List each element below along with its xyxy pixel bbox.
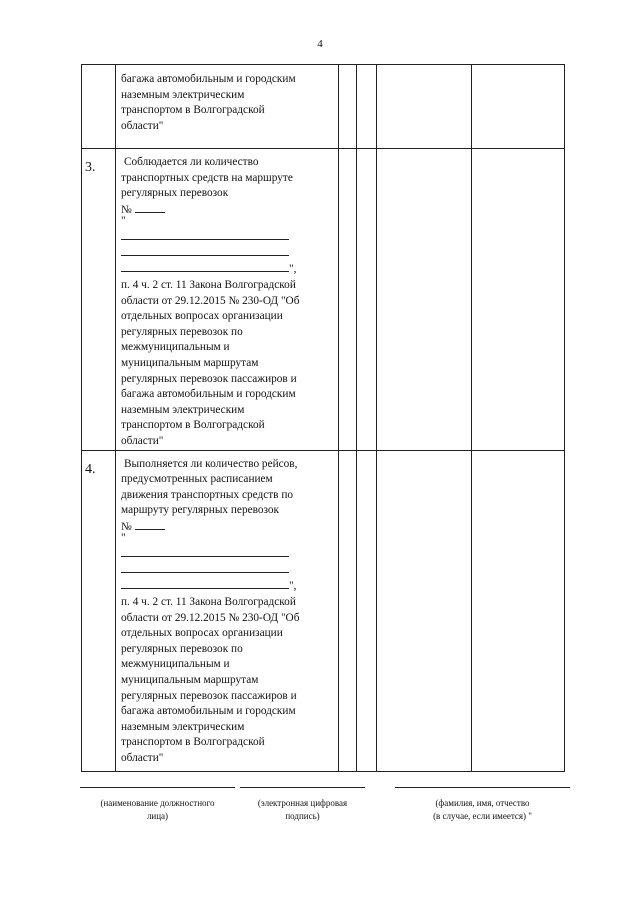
signature-line[interactable]: [240, 787, 365, 788]
route-number-blank[interactable]: [135, 519, 165, 530]
answer-cell-yes[interactable]: [339, 149, 357, 451]
law-line: регулярных перевозок по: [121, 325, 243, 338]
question-cell: [116, 65, 339, 149]
quote-open: ": [121, 532, 126, 545]
answer-cell-no[interactable]: [357, 149, 377, 451]
text-line: транспортом в Волгоградской: [121, 104, 265, 117]
law-line: отдельных вопросах организации: [121, 627, 283, 640]
note-cell[interactable]: [472, 65, 565, 149]
route-name-blank[interactable]: [121, 557, 289, 573]
law-line: транспортом в Волгоградской: [121, 419, 265, 432]
route-label: №: [121, 203, 132, 216]
question-line: Соблюдается ли количество: [124, 156, 259, 168]
signature-official-name: [80, 787, 235, 823]
route-name-blank[interactable]: [121, 224, 289, 240]
signature-caption: (наименование должностного: [100, 798, 215, 808]
question-cell: [116, 149, 339, 451]
signature-line[interactable]: [395, 787, 570, 788]
route-number-line: [121, 202, 334, 219]
quote-open: ": [121, 215, 126, 228]
quote-close: ",: [289, 263, 297, 276]
question-line: транспортных средств на маршруте: [121, 171, 293, 184]
law-line: наземным электрическим: [121, 403, 245, 416]
table-row: [82, 65, 565, 149]
law-line: области от 29.12.2015 № 230-ОД "Об: [121, 294, 300, 307]
law-line: муниципальным маршрутам: [121, 356, 259, 369]
signature-caption: лица): [146, 811, 169, 821]
law-line: отдельных вопросах организации: [121, 310, 283, 323]
law-line: области": [121, 752, 164, 764]
route-name-blank[interactable]: [121, 256, 289, 272]
route-number-blank[interactable]: [135, 202, 165, 213]
route-name-blank[interactable]: [121, 541, 289, 557]
text-line: области": [121, 119, 164, 132]
signature-caption: (электронная цифровая: [257, 798, 348, 808]
signature-caption: (в случае, если имеется) ": [433, 811, 532, 821]
page-number: 4: [317, 38, 323, 50]
law-line: п. 4 ч. 2 ст. 11 Закона Волгоградской: [121, 278, 296, 291]
table-row: [82, 149, 565, 451]
question-line: маршруту регулярных перевозок: [121, 504, 280, 517]
law-line: муниципальным маршрутам: [121, 674, 259, 687]
law-line: транспортом в Волгоградской: [121, 736, 265, 749]
answer-cell-yes[interactable]: [339, 450, 357, 771]
question-line: Выполняется ли количество рейсов,: [124, 457, 298, 470]
route-number-line: [121, 519, 334, 536]
note-cell[interactable]: [472, 450, 565, 771]
answer-cell-na[interactable]: [377, 149, 472, 451]
signature-caption: подпись): [285, 811, 320, 821]
law-line: багажа автомобильным и городским: [121, 705, 296, 718]
route-name-blank[interactable]: [121, 240, 289, 256]
answer-cell-no[interactable]: [357, 65, 377, 149]
route-name-blank[interactable]: [121, 573, 289, 589]
signature-line[interactable]: [80, 787, 235, 788]
text-line: наземным электрическим: [121, 88, 245, 101]
answer-cell-yes[interactable]: [339, 65, 357, 149]
law-line: наземным электрическим: [121, 720, 245, 733]
answer-cell-na[interactable]: [377, 450, 472, 771]
question-line: предусмотренных расписанием: [121, 473, 273, 486]
answer-cell-na[interactable]: [377, 65, 472, 149]
text-line: багажа автомобильным и городским: [121, 73, 296, 85]
quote-close: ",: [289, 580, 297, 593]
checklist-table: [81, 64, 565, 772]
note-cell[interactable]: [472, 149, 565, 451]
row-number: 3.: [82, 149, 116, 451]
law-line: межмуниципальным и: [121, 341, 230, 354]
law-line: области от 29.12.2015 № 230-ОД "Об: [121, 611, 300, 624]
signature-full-name: [395, 787, 570, 823]
law-line: области": [121, 434, 164, 447]
law-line: п. 4 ч. 2 ст. 11 Закона Волгоградской: [121, 596, 296, 609]
signature-caption: (фамилия, имя, отчество: [435, 798, 530, 808]
question-line: движения транспортных средств по: [121, 488, 294, 501]
law-line: регулярных перевозок пассажиров и: [121, 372, 297, 385]
answer-cell-no[interactable]: [357, 450, 377, 771]
signature-e-signature: [240, 787, 365, 823]
law-line: межмуниципальным и: [121, 658, 230, 671]
row-number: 4.: [82, 450, 116, 771]
question-cell: [116, 450, 339, 771]
question-line: регулярных перевозок: [121, 187, 229, 200]
law-line: регулярных перевозок пассажиров и: [121, 689, 297, 702]
route-label: №: [121, 520, 132, 533]
law-line: багажа автомобильным и городским: [121, 388, 296, 401]
law-line: регулярных перевозок по: [121, 642, 243, 655]
row-number: [82, 65, 116, 149]
table-row: [82, 450, 565, 771]
